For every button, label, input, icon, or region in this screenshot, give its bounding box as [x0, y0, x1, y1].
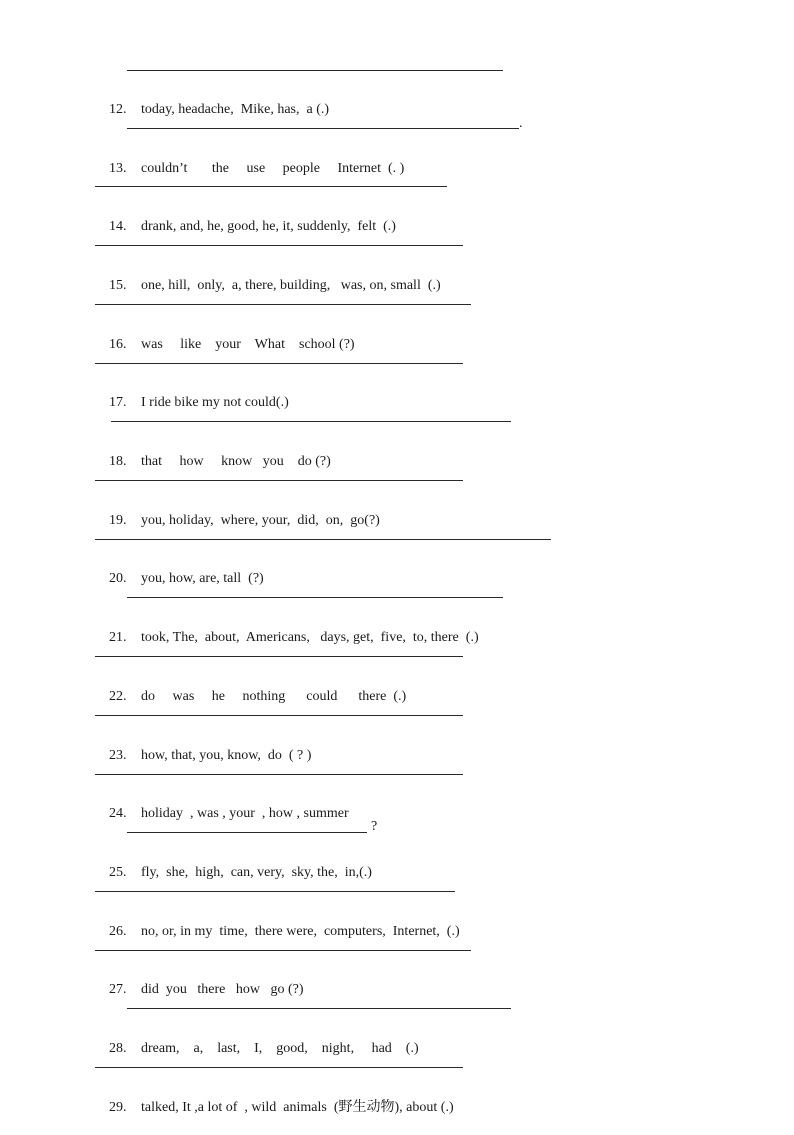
question-words: one, hill, only, a, there, building, was, on, small (.): [141, 278, 441, 293]
question-words: drank, and, he, good, he, it, suddenly, felt (.): [141, 219, 396, 234]
question-words: was like your What school (?): [141, 337, 355, 352]
question-words: talked, It ,a lot of , wild animals (野生动物), about (.): [141, 1100, 454, 1115]
question-words: do was he nothing could there (.): [141, 689, 407, 704]
question-words: that how know you do (?): [141, 454, 331, 469]
answer-end-punctuation: ?: [371, 819, 378, 834]
question-words: took, The, about, Americans, days, get, five, to, there (.): [141, 630, 479, 645]
question-words: you, holiday, where, your, did, on, go(?): [141, 513, 380, 528]
question-number: 14.: [109, 219, 127, 234]
answer-line[interactable]: [127, 1008, 511, 1009]
question-number: 23.: [109, 748, 127, 763]
question-number: 28.: [109, 1041, 127, 1056]
question-number: 18.: [109, 454, 127, 469]
answer-line[interactable]: [95, 186, 447, 187]
answer-line[interactable]: [127, 832, 367, 833]
answer-line[interactable]: [95, 715, 463, 716]
question-number: 21.: [109, 630, 127, 645]
answer-line[interactable]: [127, 70, 503, 71]
question-words: today, headache, Mike, has, a (.): [141, 102, 330, 117]
answer-line[interactable]: [127, 128, 519, 129]
answer-line[interactable]: [95, 891, 455, 892]
answer-line[interactable]: [95, 656, 463, 657]
question-words: dream, a, last, I, good, night, had (.): [141, 1041, 419, 1056]
question-number: 24.: [109, 806, 127, 821]
question-words: I ride bike my not could(.): [141, 395, 289, 410]
question-29: [95, 1081, 454, 1135]
question-number: 25.: [109, 865, 127, 880]
answer-line[interactable]: [111, 421, 511, 422]
question-words: fly, she, high, can, very, sky, the, in,(.): [141, 865, 372, 880]
question-number: 15.: [109, 278, 127, 293]
question-number: 19.: [109, 513, 127, 528]
question-number: 22.: [109, 689, 127, 704]
answer-line[interactable]: [95, 1067, 463, 1068]
question-number: 17.: [109, 395, 127, 410]
question-number: 26.: [109, 924, 127, 939]
answer-line[interactable]: [95, 950, 471, 951]
question-words: you, how, are, tall (?): [141, 571, 264, 586]
question-13: [95, 142, 404, 196]
answer-line[interactable]: [95, 245, 463, 246]
question-number: 12.: [109, 102, 127, 117]
question-words: couldn’t the use people Internet (. ): [141, 161, 405, 176]
question-words: holiday , was , your , how , summer: [141, 806, 349, 821]
answer-line[interactable]: [95, 304, 471, 305]
question-number: 20.: [109, 571, 127, 586]
answer-end-punctuation: .: [519, 116, 523, 131]
answer-line[interactable]: [95, 480, 463, 481]
question-words: no, or, in my time, there were, computers, Internet, (.): [141, 924, 460, 939]
question-words: did you there how go (?): [141, 982, 304, 997]
question-number: 13.: [109, 161, 127, 176]
answer-line[interactable]: [127, 597, 503, 598]
answer-line[interactable]: [95, 539, 551, 540]
answer-line[interactable]: [95, 774, 463, 775]
question-number: 29.: [109, 1100, 127, 1115]
question-words: how, that, you, know, do ( ? ): [141, 748, 312, 763]
question-number: 27.: [109, 982, 127, 997]
question-number: 16.: [109, 337, 127, 352]
answer-line[interactable]: [95, 363, 463, 364]
